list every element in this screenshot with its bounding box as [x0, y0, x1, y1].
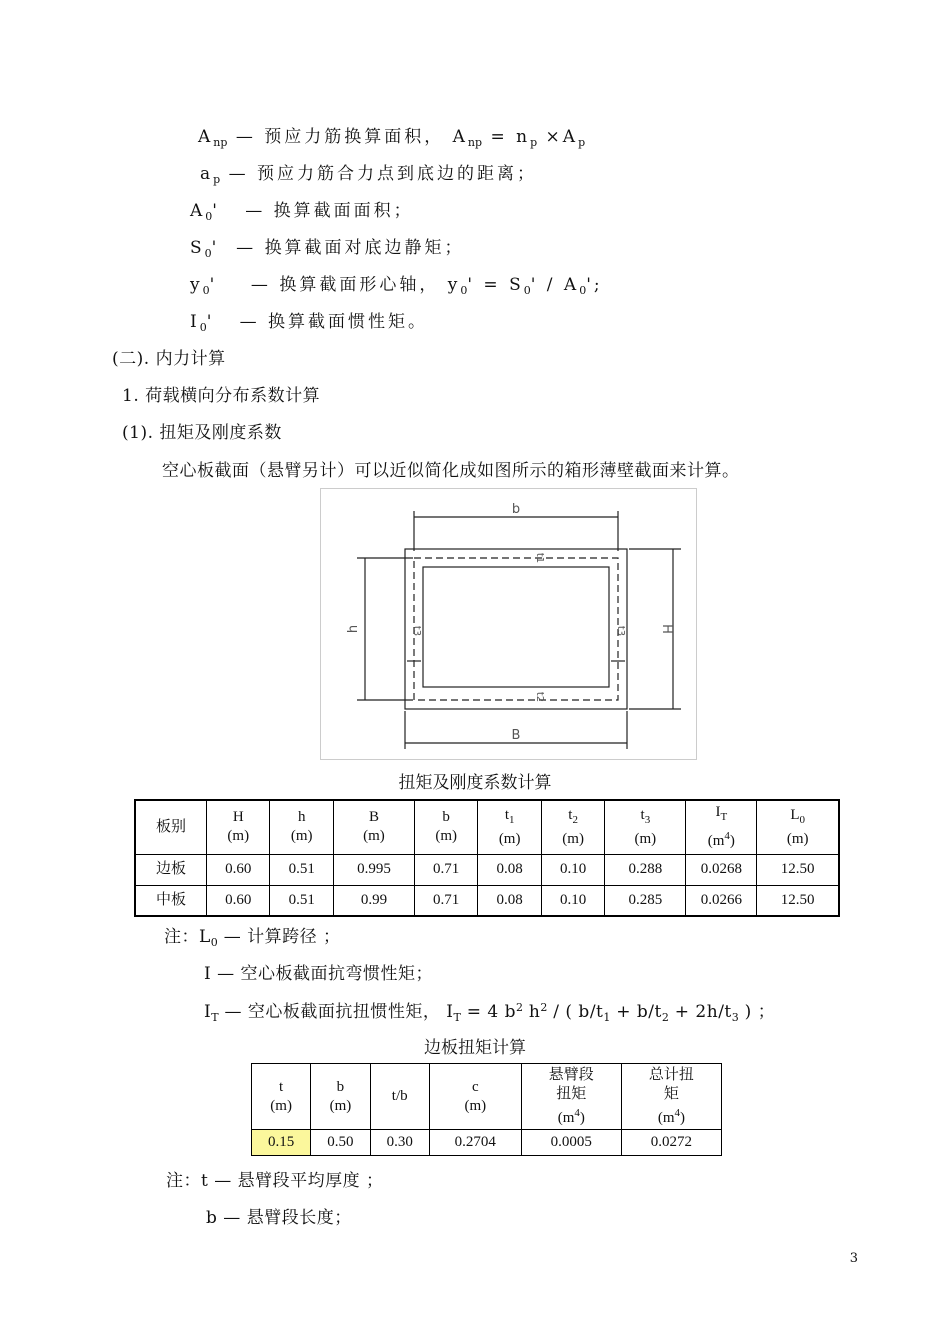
note-i: I — 空心板截面抗弯惯性矩； [204, 964, 434, 984]
def-line-anp: $A_{np}$ — 预应力筋换算面积， $A_{np} = n_p \times A_p$ [198, 127, 586, 149]
subsubsection-heading: (1). 扭矩及刚度系数 [122, 423, 282, 443]
table-row [252, 1130, 722, 1156]
table-cell: 0.60 [207, 854, 270, 885]
header-cell: $t_2$ (m) [541, 800, 604, 854]
label-t1: t1 [534, 552, 545, 564]
torque-table [251, 1063, 722, 1156]
header-cell: h (m) [270, 800, 333, 854]
table-cell: 0.99 [333, 885, 414, 916]
table-cell: 0.288 [605, 854, 686, 885]
note-b: b — 悬臂段长度； [206, 1208, 352, 1228]
table-row [135, 885, 839, 916]
table-cell: 0.0266 [686, 885, 757, 916]
table-cell: 12.50 [757, 854, 839, 885]
table-cell: 0.08 [478, 854, 541, 885]
row-label: 中板 [135, 885, 207, 916]
header-cell: t/b [370, 1064, 429, 1130]
stiffness-table [134, 799, 840, 917]
def-line-ap: $a_p$ — 预应力筋合力点到底边的距离； [200, 164, 537, 186]
header-cell: c (m) [429, 1064, 521, 1130]
label-t3-right: t3 [615, 625, 626, 637]
header-cell: H (m) [207, 800, 270, 854]
note-t: 注：t — 悬臂段平均厚度 ； [166, 1171, 384, 1191]
note-l0: 注：$L_0$ — 计算跨径 ； [164, 927, 341, 949]
table-row [135, 854, 839, 885]
label-h: h [346, 624, 361, 634]
paragraph: 空心板截面（悬臂另计）可以近似简化成如图所示的箱形薄壁截面来计算。 [162, 461, 740, 481]
subsection-heading: 1. 荷载横向分布系数计算 [122, 386, 321, 406]
table-header-row [135, 800, 839, 854]
inner-rect [423, 567, 609, 687]
table-cell: 12.50 [757, 885, 839, 916]
table-cell: 0.2704 [429, 1130, 521, 1156]
label-B: B [511, 728, 521, 743]
table-cell: 0.10 [541, 885, 604, 916]
header-cell: 悬臂段 扭矩 $(m^4)$ [521, 1064, 621, 1130]
label-t2: t2 [534, 691, 545, 703]
table-cell: 0.71 [414, 885, 477, 916]
header-cell: b (m) [414, 800, 477, 854]
table-cell: 0.0005 [521, 1130, 621, 1156]
table-cell: 0.50 [311, 1130, 370, 1156]
header-cell: $t_3$ (m) [605, 800, 686, 854]
table-cell: 0.51 [270, 854, 333, 885]
outer-rect [405, 549, 627, 709]
table2-caption: 边板扭矩计算 [424, 1038, 526, 1058]
header-cell: $I_T$ $(m^4)$ [686, 800, 757, 854]
label-H: H [659, 624, 674, 634]
header-cell: $t_1$ (m) [478, 800, 541, 854]
table-header-row [252, 1064, 722, 1130]
table-cell: 0.60 [207, 885, 270, 916]
table-cell: 0.08 [478, 885, 541, 916]
centerline-rect [414, 558, 618, 703]
def-line-s0: $S_0'$ — 换算截面对底边静矩； [190, 238, 465, 260]
table-cell: 0.995 [333, 854, 414, 885]
box-section-diagram [321, 489, 696, 759]
def-line-y0: $y_0'$ — 换算截面形心轴， $y_0' = S_0' / A_0'$; [190, 275, 603, 297]
table-cell: 0.10 [541, 854, 604, 885]
table-cell: 0.30 [370, 1130, 429, 1156]
table-cell: 0.71 [414, 854, 477, 885]
header-cell: B (m) [333, 800, 414, 854]
table1-caption: 扭矩及刚度系数计算 [398, 773, 552, 793]
def-line-i0: $I_0'$ — 换算截面惯性矩。 [190, 312, 429, 334]
header-plate-type: 板别 [135, 800, 207, 854]
box-section-figure [320, 488, 697, 760]
table-cell: 0.0272 [621, 1130, 721, 1156]
table-cell: 0.51 [270, 885, 333, 916]
row-label: 边板 [135, 854, 207, 885]
table-cell-highlighted: 0.15 [252, 1130, 311, 1156]
page-number: 3 [849, 1251, 858, 1266]
table-cell: 0.285 [605, 885, 686, 916]
header-cell: 总计扭 矩 $(m^4)$ [621, 1064, 721, 1130]
label-t3-left: t3 [411, 625, 422, 637]
header-cell: t (m) [252, 1064, 311, 1130]
label-b: b [511, 502, 521, 517]
table-cell: 0.0268 [686, 854, 757, 885]
header-cell: $L_0$ (m) [757, 800, 839, 854]
def-line-a0: $A_0'$ — 换算截面面积； [190, 201, 414, 223]
section-heading: (二). 内力计算 [112, 349, 226, 369]
note-it: $I_T$ — 空心板截面抗扭惯性矩， $I_T = 4$ $b^2$ $h^2$ / ( $b/t_1 + b/t_2 + 2h/t_3$ ) ； [204, 1001, 776, 1024]
header-cell: b (m) [311, 1064, 370, 1130]
